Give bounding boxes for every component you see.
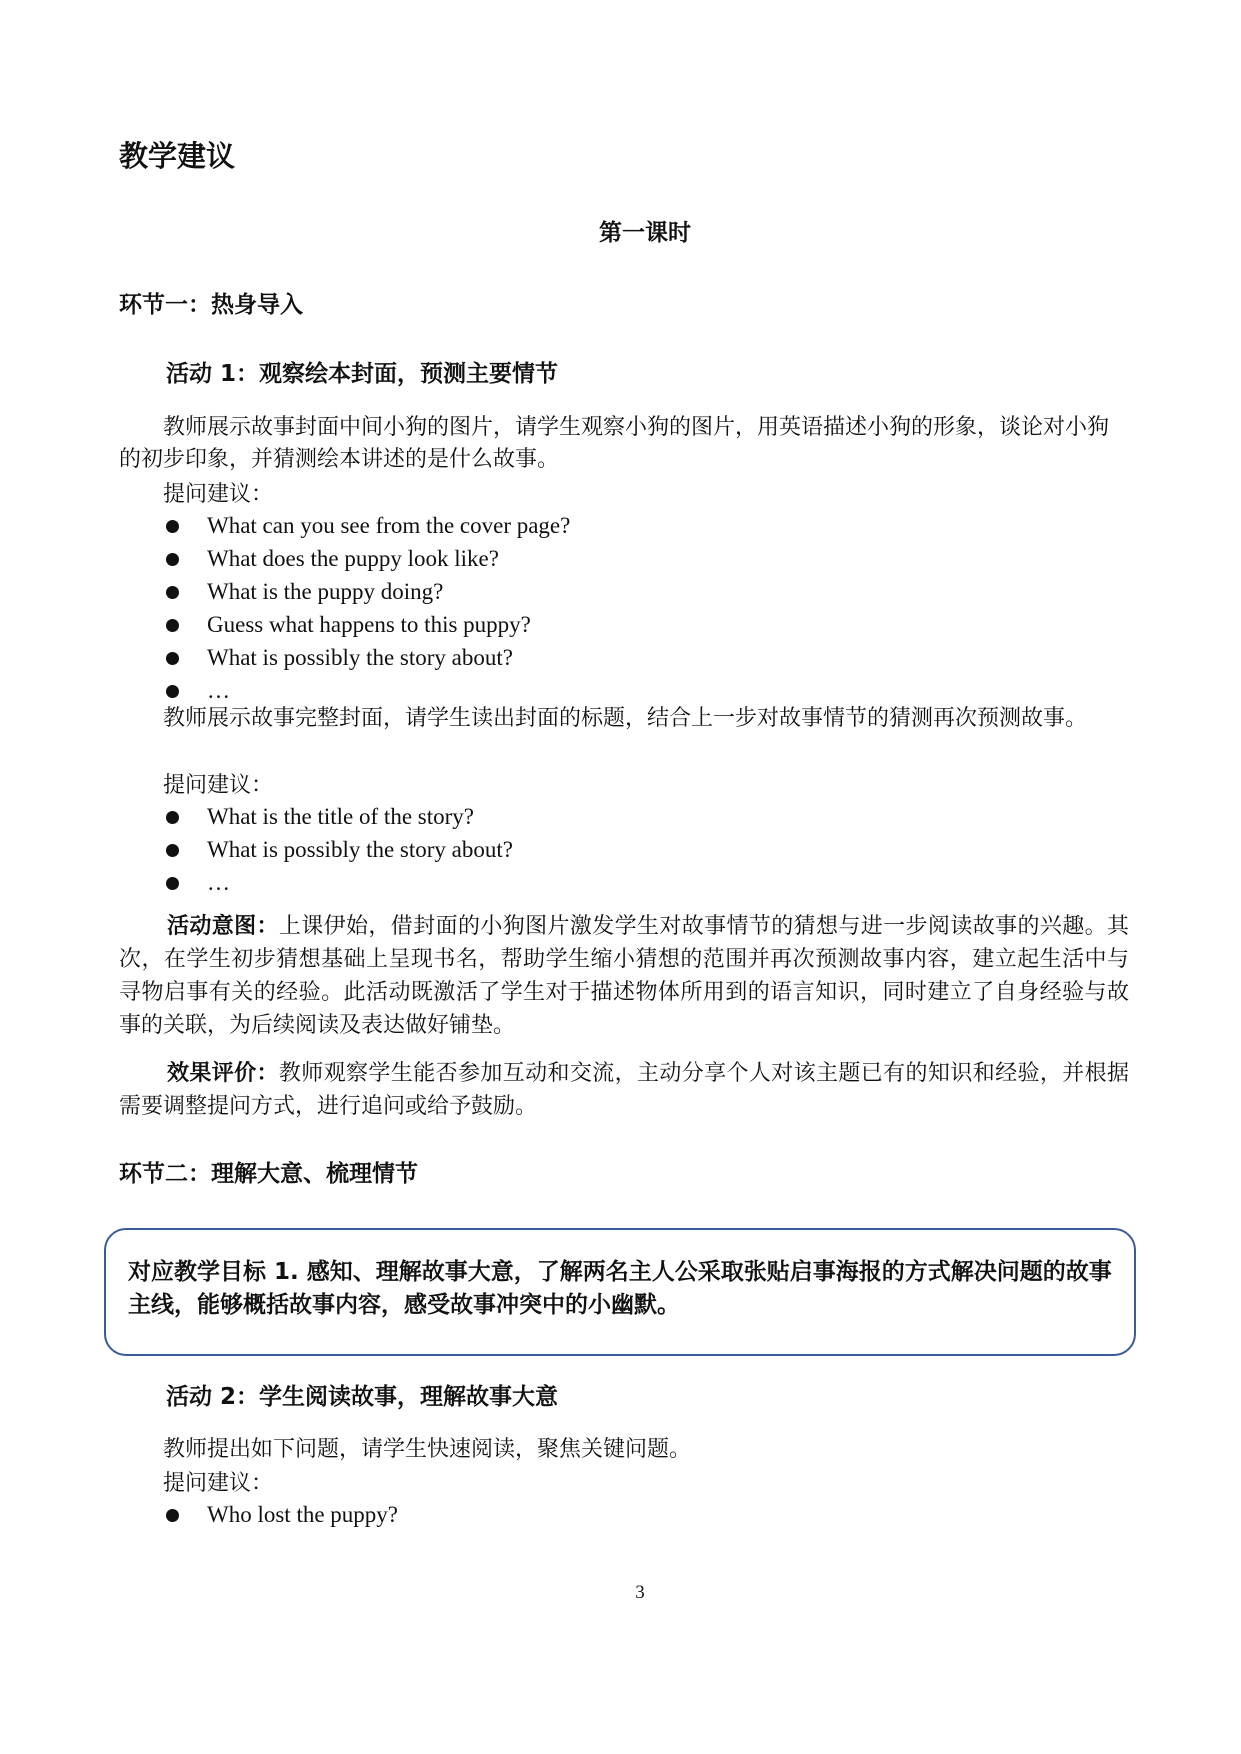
- activity-2-title: 活动 2：学生阅读故事，理解故事大意: [166, 1384, 559, 1410]
- bullet-icon: [166, 811, 179, 824]
- teaching-goal-box: [104, 1228, 1136, 1356]
- activity-intent: [119, 910, 1129, 1042]
- bullet-icon: [166, 652, 179, 665]
- lesson-title: 第一课时: [599, 220, 691, 246]
- teaching-goal-text: 对应教学目标 1. 感知、理解故事大意，了解两名主人公采取张贴启事海报的方式解决问题的故事主线，能够概括故事内容，感受故事冲突中的小幽默。: [128, 1259, 1112, 1318]
- question-list-3: [163, 1498, 398, 1531]
- bullet-icon: [166, 685, 179, 698]
- bullet-icon: [166, 619, 179, 632]
- question-item: [163, 608, 570, 641]
- question-text: What is the title of the story?: [207, 804, 474, 829]
- intent-text: 上课伊始，借封面的小狗图片激发学生对故事情节的猜想与进一步阅读故事的兴趣。其次，在学生初步猜想基础上呈现书名，帮助学生缩小猜想的范围并再次预测故事内容，建立起生活中与寻物启事有关的经验。此活动既激活了学生对于描述物体所用到的语言知识，同时建立了自身经验与故事的关联，为后续阅读及表达做好铺垫。: [119, 914, 1129, 1038]
- question-item: [163, 866, 513, 899]
- question-list-1: [163, 509, 570, 707]
- question-text: What is the puppy doing?: [207, 579, 444, 604]
- intent-label: 活动意图：: [167, 913, 279, 939]
- question-text: Guess what happens to this puppy?: [207, 612, 531, 637]
- evaluation-text: 教师观察学生能否参加互动和交流，主动分享个人对该主题已有的知识和经验，并根据需要调整提问方式，进行追问或给予鼓励。: [119, 1061, 1129, 1119]
- question-item: [163, 641, 570, 674]
- section-2-title: 环节二：理解大意、梳理情节: [119, 1161, 418, 1187]
- evaluation-label: 效果评价：: [167, 1060, 279, 1086]
- question-text: …: [207, 870, 230, 895]
- page-heading: 教学建议: [119, 139, 236, 173]
- bullet-icon: [166, 1509, 179, 1522]
- question-item: [163, 575, 570, 608]
- bullet-icon: [166, 586, 179, 599]
- activity-1-title: 活动 1：观察绘本封面，预测主要情节: [166, 361, 559, 387]
- effect-evaluation: [119, 1057, 1129, 1123]
- question-text: What can you see from the cover page?: [207, 513, 571, 538]
- question-text: What is possibly the story about?: [207, 645, 513, 670]
- question-list-2: [163, 800, 513, 899]
- question-label-2: 提问建议：: [163, 773, 274, 798]
- question-item: [163, 833, 513, 866]
- question-text: What does the puppy look like?: [207, 546, 499, 571]
- bullet-icon: [166, 844, 179, 857]
- bullet-icon: [166, 877, 179, 890]
- activity-1-intro: 教师展示故事封面中间小狗的图片，请学生观察小狗的图片，用英语描述小狗的形象，谈论对小狗的初步印象，并猜测绘本讲述的是什么故事。: [119, 415, 1110, 472]
- question-item: [163, 542, 570, 575]
- bullet-icon: [166, 520, 179, 533]
- bullet-icon: [166, 553, 179, 566]
- question-item: [163, 800, 513, 833]
- question-item: [163, 509, 570, 542]
- activity-2-intro: 教师提出如下问题，请学生快速阅读，聚焦关键问题。: [163, 1437, 692, 1462]
- question-label-1: 提问建议：: [163, 482, 274, 507]
- page-number: 3: [635, 1582, 645, 1603]
- question-text: What is possibly the story about?: [207, 837, 513, 862]
- section-1-title: 环节一：热身导入: [119, 292, 303, 318]
- question-item: [163, 1498, 398, 1531]
- question-label-3: 提问建议：: [163, 1471, 274, 1496]
- activity-1-intro-2: 教师展示故事完整封面，请学生读出封面的标题，结合上一步对故事情节的猜测再次预测故事。: [163, 706, 1088, 731]
- question-text: …: [207, 678, 230, 703]
- question-text: Who lost the puppy?: [207, 1502, 398, 1527]
